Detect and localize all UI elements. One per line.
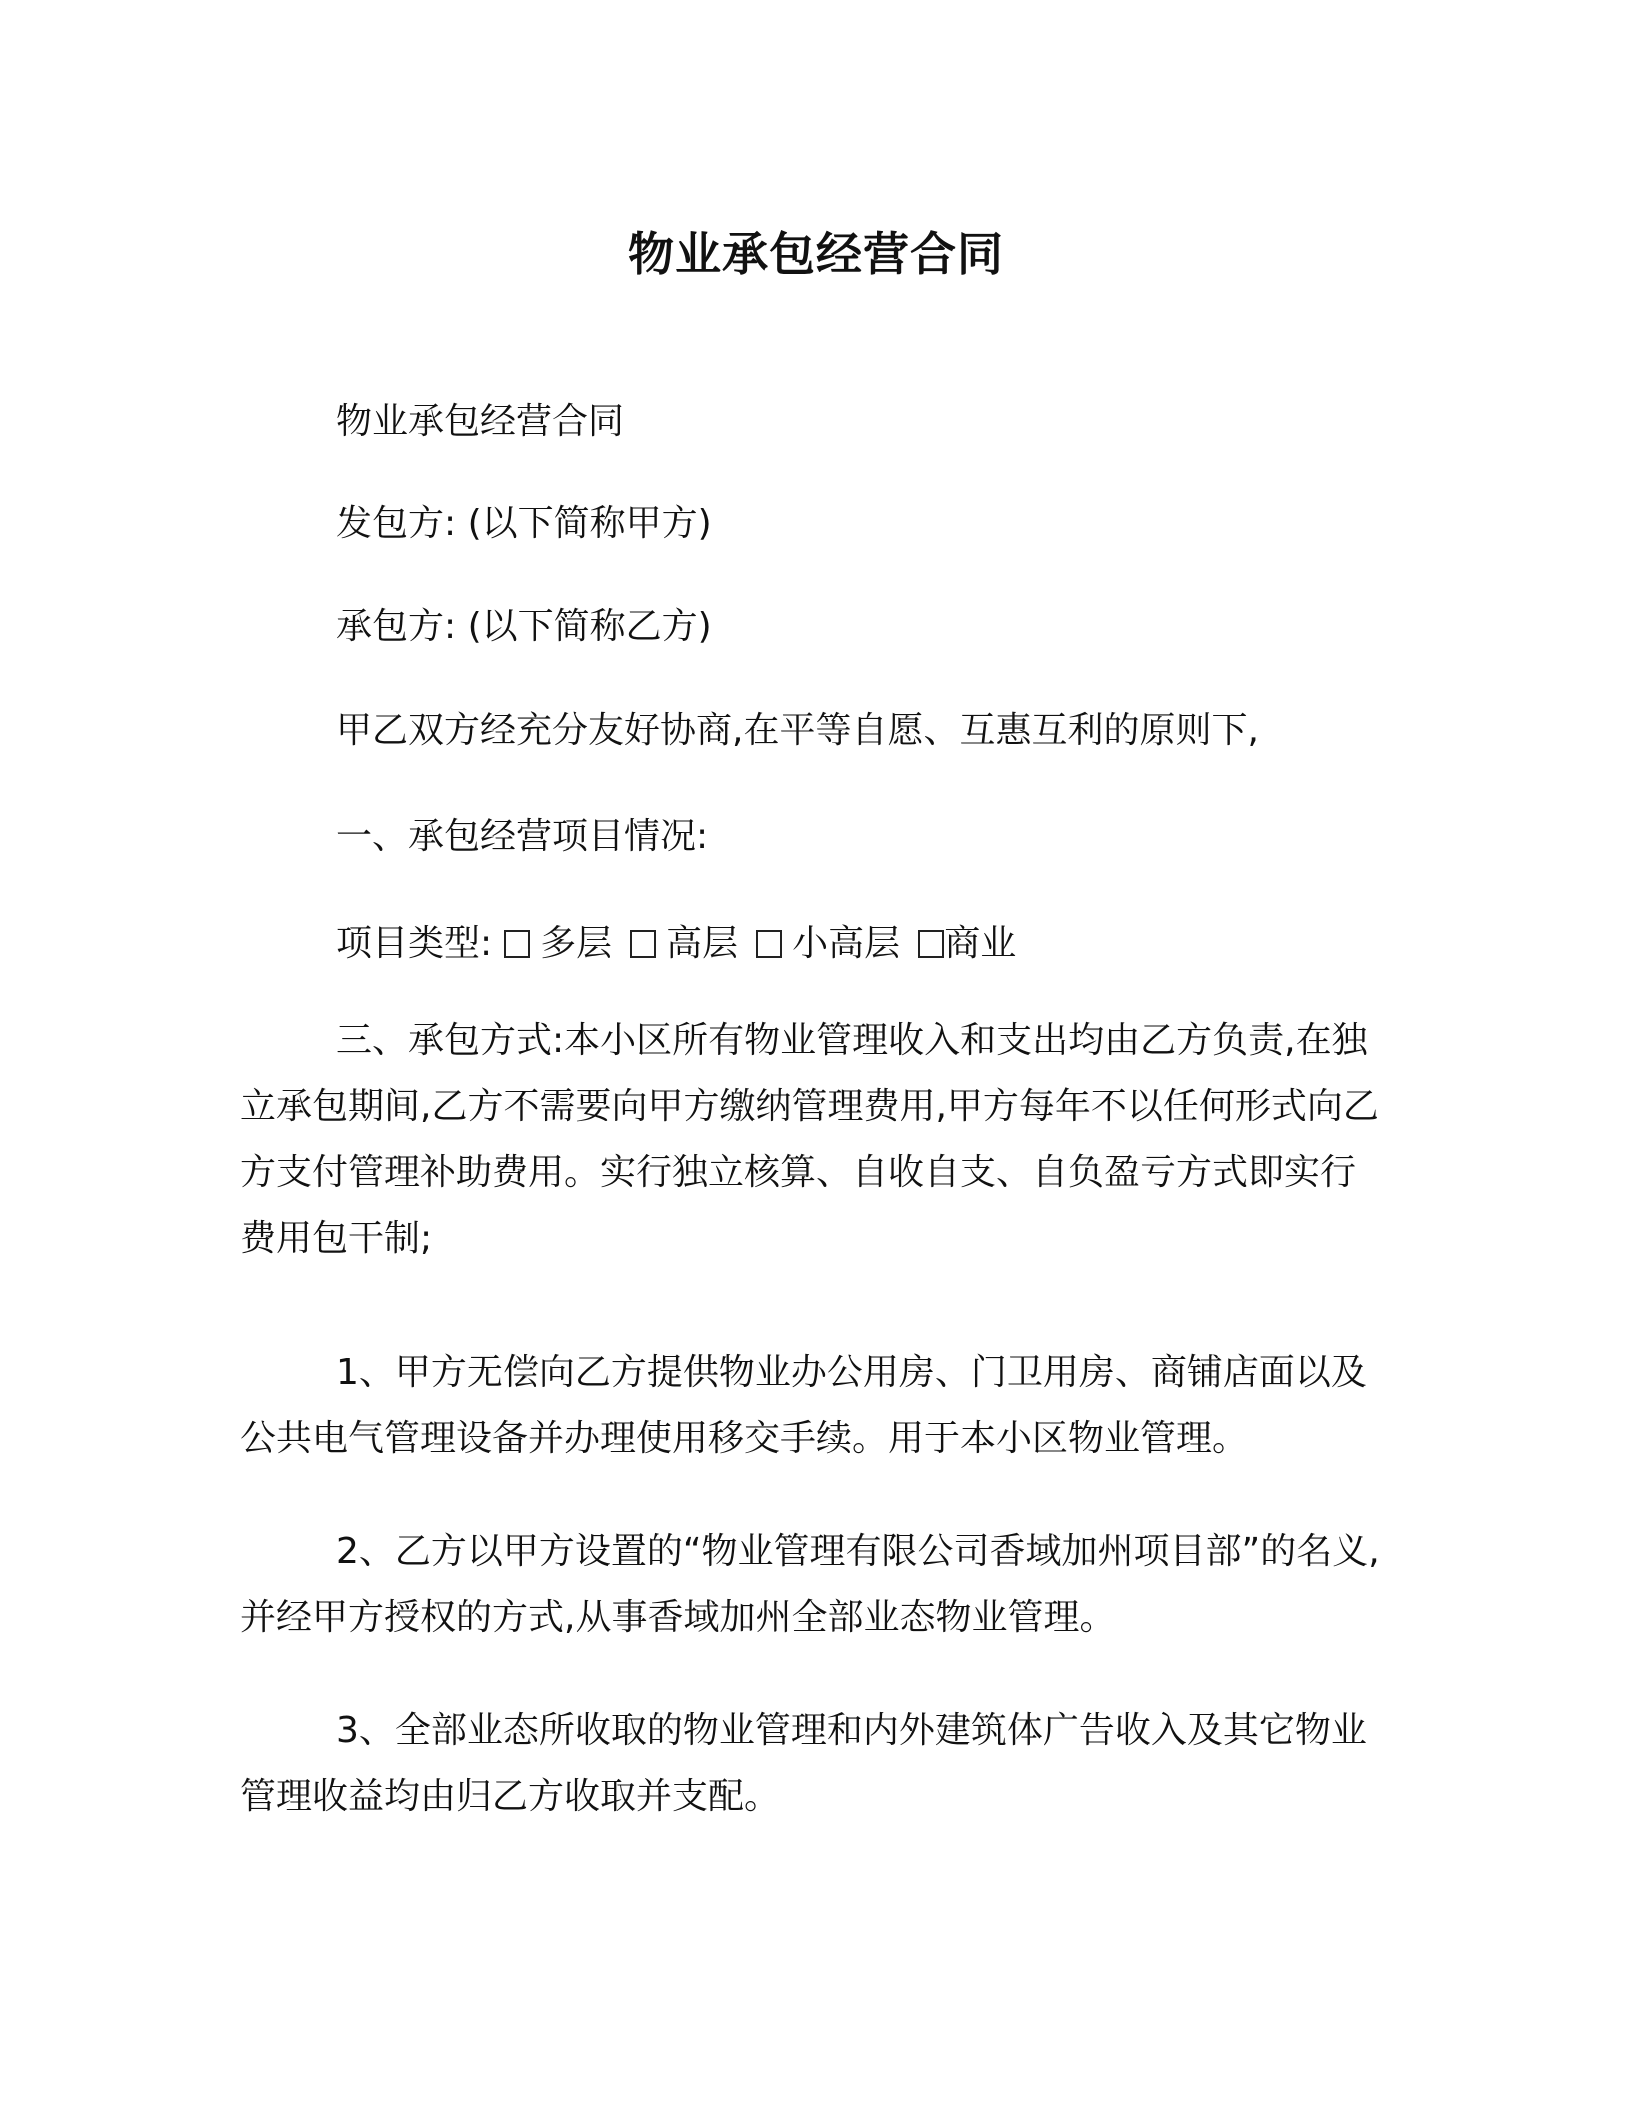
item1-paragraph: 1、甲方无偿向乙方提供物业办公用房、门卫用房、商铺店面以及公共电气管理设备并办理使用移交手续。用于本小区物业管理。 <box>240 1352 1367 1459</box>
preamble-line: 甲乙双方经充分友好协商,在平等自愿、互惠互利的原则下, <box>336 710 1259 751</box>
option-label-multi-storey: 多层 <box>540 923 613 964</box>
checkbox-multi-storey[interactable] <box>504 930 530 958</box>
option-label-high-rise: 高层 <box>666 923 739 964</box>
document-title: 物业承包经营合同 <box>628 227 1004 281</box>
section3-paragraph: 三、承包方式:本小区所有物业管理收入和支出均由乙方负责,在独立承包期间,乙方不需要向甲方缴纳管理费用,甲方每年不以任何形式向乙方支付管理补助费用。实行独立核算、自收自支、自负盈亏方式即实行费用包干制; <box>240 1020 1379 1259</box>
party-b-line: 承包方: (以下简称乙方) <box>336 606 712 647</box>
project-type-label: 项目类型: <box>336 923 493 964</box>
section1-heading: 一、承包经营项目情况: <box>336 816 709 857</box>
option-label-small-high-rise: 小高层 <box>792 923 901 964</box>
subtitle-line: 物业承包经营合同 <box>336 401 625 442</box>
checkbox-high-rise[interactable] <box>630 930 656 958</box>
party-a-line: 发包方: (以下简称甲方) <box>336 503 712 544</box>
checkbox-small-high-rise[interactable] <box>756 930 782 958</box>
option-label-commercial: 商业 <box>944 923 1017 964</box>
item3-paragraph: 3、全部业态所收取的物业管理和内外建筑体广告收入及其它物业管理收益均由归乙方收取并支配。 <box>240 1710 1367 1817</box>
item2-paragraph: 2、乙方以甲方设置的“物业管理有限公司香域加州项目部”的名义,并经甲方授权的方式,从事香域加州全部业态物业管理。 <box>240 1531 1380 1638</box>
project-type-row <box>336 920 1022 968</box>
checkbox-commercial[interactable] <box>918 930 944 958</box>
